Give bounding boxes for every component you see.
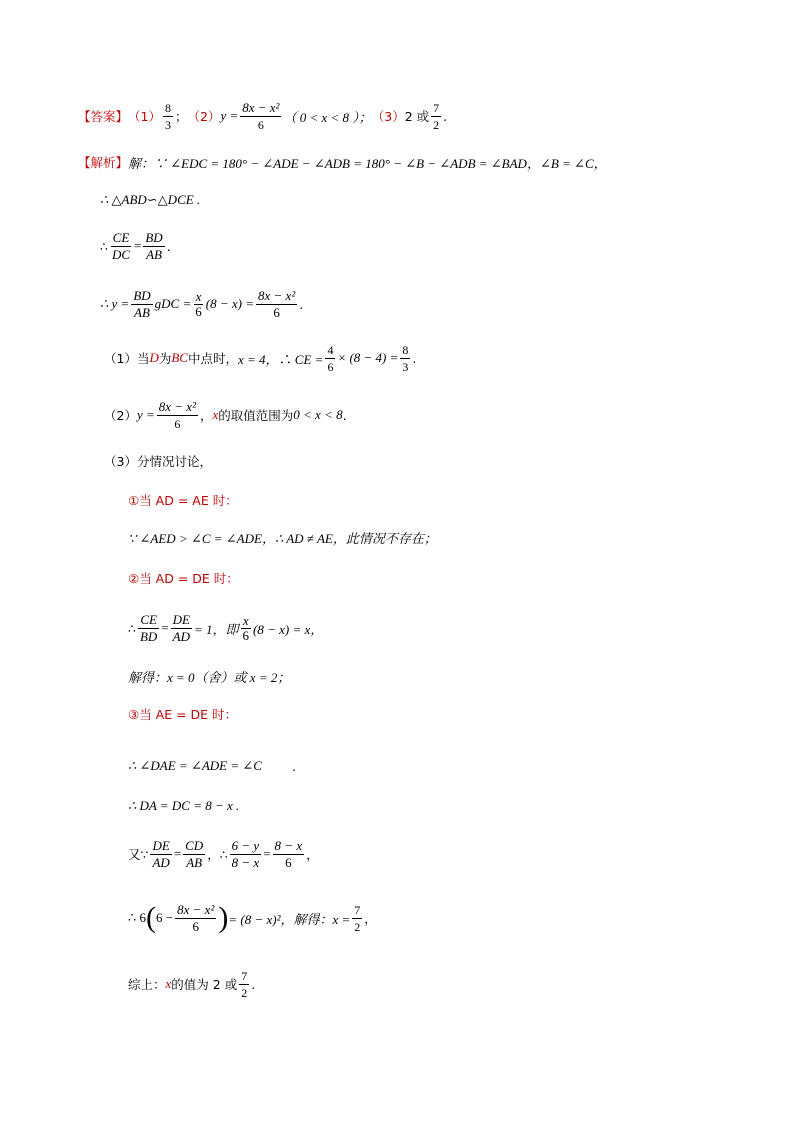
left-paren: ( bbox=[146, 901, 157, 934]
part1-times: × (8 − 4) = bbox=[337, 350, 399, 365]
analysis-line-3 bbox=[100, 226, 171, 266]
line-end: ， bbox=[364, 911, 377, 926]
case3-line-4 bbox=[128, 898, 377, 938]
answer-sep: ； bbox=[174, 109, 188, 124]
part3-label: （3）分情况讨论， bbox=[104, 454, 212, 469]
answer-part3-fraction: $\frac{7}{2}$ bbox=[433, 100, 440, 132]
case3-rhs: = (8 − x)²，解得：x = bbox=[228, 911, 351, 927]
line-end: . bbox=[291, 758, 296, 774]
fraction-x-6: $\frac{x}{6}$ bbox=[195, 288, 202, 319]
fraction-8x-x2-6-2: $\frac{\text{8x − x²}}{6}$ bbox=[177, 901, 215, 934]
case3-mid: ，∴ bbox=[207, 847, 228, 862]
case2-mid: = 1，即 bbox=[193, 621, 239, 637]
part1-line bbox=[104, 338, 416, 378]
analysis-tag: 【解析】 bbox=[78, 155, 129, 170]
part1-label: （1）当 bbox=[104, 351, 150, 366]
therefore-symbol: ∴ bbox=[100, 238, 108, 254]
fraction-de-ad: $\frac{DE}{AD}$ bbox=[172, 611, 190, 644]
right-paren: ) bbox=[218, 901, 229, 934]
fraction-cd-ab: $\frac{CD}{AB}$ bbox=[185, 837, 204, 870]
part2-text: 的取值范围为 bbox=[218, 408, 294, 423]
case2-solution-text: 解得：x = 0（舍）或 x = 2； bbox=[128, 669, 291, 685]
case1-text: ∵ ∠AED > ∠C = ∠ADE，∴ AD ≠ AE，此情况不存在； bbox=[128, 530, 437, 546]
fraction-4-6: $\frac{4}{6}$ bbox=[327, 342, 334, 374]
segment-bc: BC bbox=[171, 350, 188, 365]
part2-line bbox=[104, 395, 347, 435]
fraction-8-3: $\frac{8}{3}$ bbox=[402, 342, 409, 374]
equals: = bbox=[134, 238, 142, 253]
summary-fraction: $\frac{7}{2}$ bbox=[241, 968, 248, 1000]
fraction-de-ad-2: $\frac{DE}{AD}$ bbox=[152, 837, 170, 870]
case3-line-3 bbox=[128, 834, 319, 874]
case2-line bbox=[128, 608, 323, 648]
answer-part3-value: 2 或 bbox=[404, 109, 430, 124]
answer-part2-fraction: $\frac{\text{8x − x²}}{6}$ bbox=[242, 99, 280, 132]
paren-expr: (8 − x) = bbox=[205, 296, 254, 311]
six-minus: 6 − bbox=[156, 910, 174, 925]
g-dc: gDC = bbox=[154, 296, 192, 311]
part1-cond: x = 4，∴ CE = bbox=[238, 351, 324, 367]
y-eq: ∴ y = bbox=[100, 296, 130, 311]
part3-label-line bbox=[104, 441, 212, 481]
equals: = bbox=[161, 620, 169, 635]
therefore-6: ∴ 6 bbox=[128, 910, 147, 925]
case2-solution bbox=[128, 656, 290, 696]
part2-fraction: $\frac{\text{8x − x²}}{6}$ bbox=[158, 398, 196, 431]
answer-part1-label: （1） bbox=[128, 109, 161, 124]
fraction-x-6-case2: $\frac{x}{6}$ bbox=[242, 612, 250, 643]
line-end: . bbox=[342, 407, 347, 423]
equals: = bbox=[263, 846, 271, 861]
answer-end: . bbox=[443, 108, 448, 124]
case2-heading: ②当 AD = DE 时： bbox=[128, 571, 239, 586]
case3-heading: ③当 AE = DE 时： bbox=[128, 707, 238, 722]
part1-mid: 为 bbox=[158, 351, 172, 366]
case1-head bbox=[128, 480, 238, 520]
answer-line bbox=[78, 96, 447, 136]
case2-tail: (8 − x) = x， bbox=[253, 621, 324, 637]
fraction-8x-6: $\frac{8 - x}{6}$ bbox=[274, 837, 303, 870]
analysis-line-4 bbox=[100, 284, 303, 324]
analysis-l2: ∴ △ABD∽△DCE . bbox=[100, 192, 201, 207]
case3-line-1 bbox=[128, 746, 296, 786]
fraction-8x-x2-6: $\frac{\text{8x − x²}}{6}$ bbox=[258, 287, 296, 320]
case3-da-dc: ∴ DA = DC = 8 − x . bbox=[128, 798, 240, 813]
summary-prefix: 综上： bbox=[128, 977, 166, 992]
line-end: . bbox=[412, 350, 417, 366]
case1-line bbox=[128, 517, 437, 557]
also-because: 又∵ bbox=[128, 847, 149, 862]
fraction-bd-ab-2: $\frac{BD}{AB}$ bbox=[133, 287, 151, 320]
case3-line-2 bbox=[128, 786, 239, 826]
case1-heading: ①当 AD = AE 时： bbox=[128, 493, 238, 508]
answer-part2-label: （2） bbox=[187, 109, 221, 124]
fraction-7-2: $\frac{7}{2}$ bbox=[354, 902, 361, 934]
answer-part3-label: （3） bbox=[371, 109, 405, 124]
fraction-ce-dc: $\frac{CE}{DC}$ bbox=[111, 229, 131, 262]
answer-part2-range: （ 0 < x < 8 ）； bbox=[283, 109, 372, 125]
answer-part2-lhs: y = bbox=[220, 108, 239, 123]
fraction-6y-8x: $\frac{6 - y}{8 - x}$ bbox=[231, 837, 260, 870]
line-end: ， bbox=[306, 847, 319, 862]
summary-line bbox=[128, 964, 255, 1004]
answer-tag: 【答案】 bbox=[78, 109, 129, 124]
part2-range: 0 < x < 8 bbox=[293, 407, 343, 422]
case3-head bbox=[128, 694, 237, 734]
analysis-l1: 解：∵ ∠EDC = 180° − ∠ADE − ∠ADB = 180° − ∠B − ∠ADB = ∠BAD，∠B = ∠C， bbox=[128, 155, 607, 171]
analysis-line-1 bbox=[78, 142, 607, 182]
part1-tail: 中点时， bbox=[187, 351, 238, 366]
answer-part1-fraction: $\frac{8}{3}$ bbox=[164, 100, 171, 132]
line-end: . bbox=[299, 296, 304, 312]
var-x: x bbox=[165, 976, 172, 991]
part2-label: （2） bbox=[104, 408, 137, 423]
summary-text: 的值为 2 或 bbox=[171, 977, 238, 992]
line-end: . bbox=[166, 238, 171, 254]
equals: = bbox=[173, 846, 182, 861]
fraction-ce-bd: $\frac{CE}{BD}$ bbox=[139, 611, 158, 644]
analysis-line-2 bbox=[100, 180, 200, 220]
var-x: x bbox=[212, 407, 219, 422]
line-end: . bbox=[251, 976, 256, 992]
point-d: D bbox=[149, 350, 159, 365]
case3-angle-eq: ∴ ∠DAE = ∠ADE = ∠C bbox=[128, 758, 262, 773]
case2-head bbox=[128, 558, 239, 598]
fraction-bd-ab: $\frac{BD}{AB}$ bbox=[145, 229, 163, 262]
comma: ， bbox=[199, 408, 213, 423]
therefore-symbol: ∴ bbox=[128, 620, 136, 636]
part2-lhs: y = bbox=[136, 407, 155, 422]
